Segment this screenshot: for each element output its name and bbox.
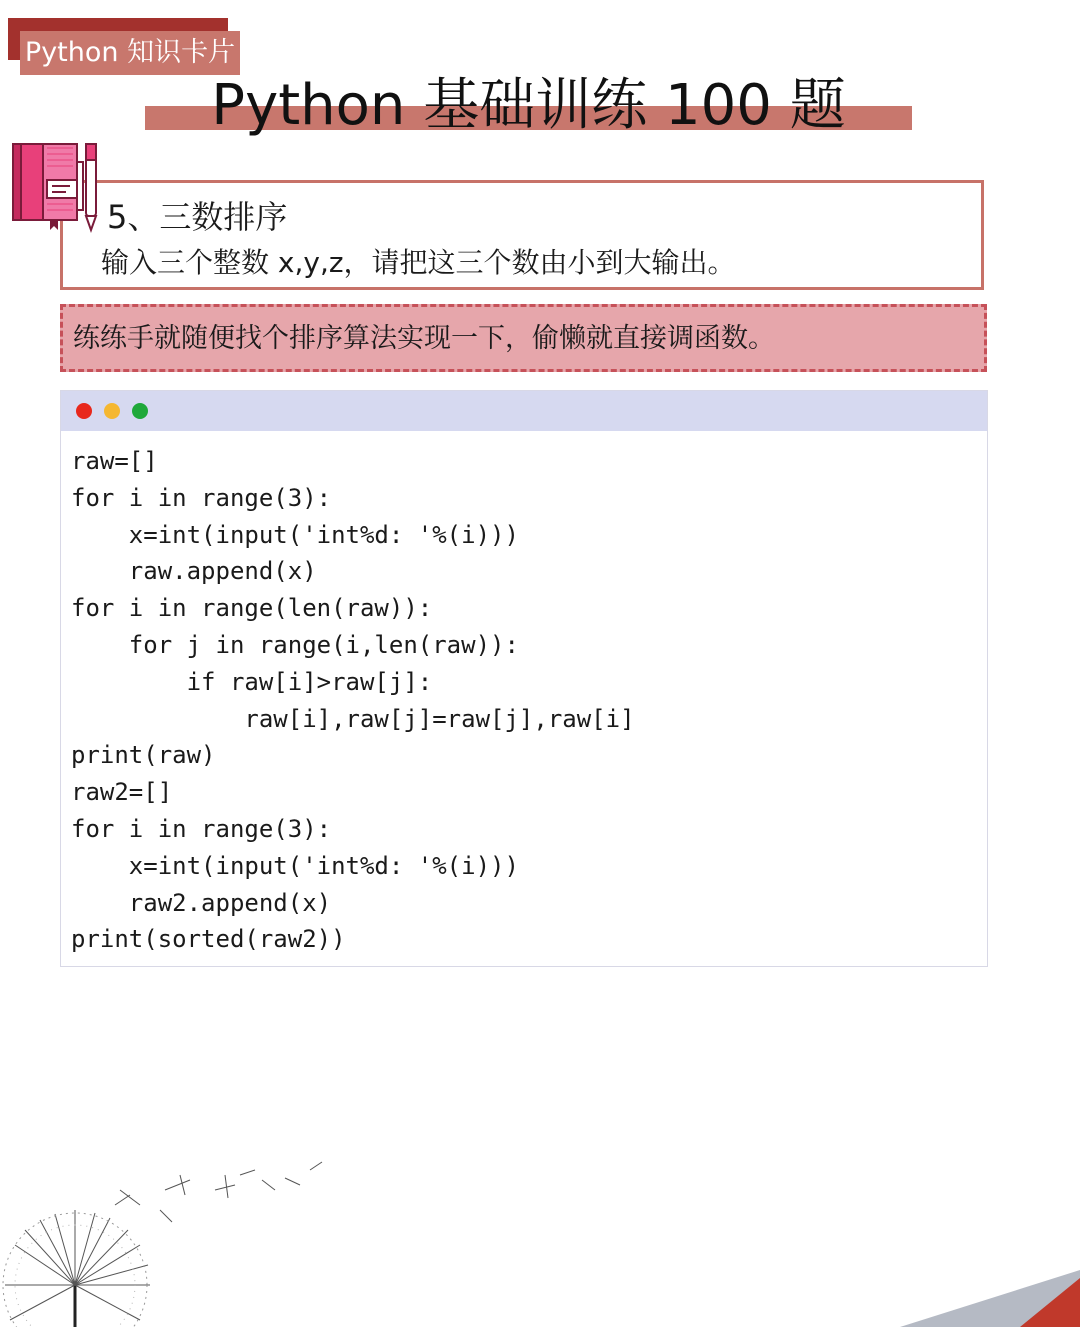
- code-line: raw.append(x): [71, 557, 317, 586]
- maximize-dot-icon: [132, 403, 148, 419]
- code-line: for i in range(len(raw)):: [71, 594, 433, 623]
- code-block: [71, 443, 635, 958]
- code-line: raw[i],raw[j]=raw[j],raw[i]: [71, 704, 635, 733]
- code-line: print(sorted(raw2)): [71, 925, 346, 954]
- minimize-dot-icon: [104, 403, 120, 419]
- hint-card: [60, 304, 987, 372]
- code-line: for i in range(3):: [71, 483, 332, 512]
- code-line: x=int(input('int%d: '%(i))): [71, 851, 519, 880]
- code-window-titlebar: [61, 391, 987, 431]
- knowledge-card-tag: Python 知识卡片: [20, 31, 240, 75]
- code-line: raw2.append(x): [71, 888, 332, 917]
- hint-text: 练练手就随便找个排序算法实现一下，偷懒就直接调函数。: [73, 323, 775, 354]
- page-title: Python 基础训练 100 题: [211, 73, 846, 138]
- question-title: 5、三数排序: [107, 198, 288, 236]
- code-line: if raw[i]>raw[j]:: [71, 667, 433, 696]
- code-line: for j in range(i,len(raw)):: [71, 630, 519, 659]
- close-dot-icon: [76, 403, 92, 419]
- code-window: [60, 390, 988, 967]
- code-line: x=int(input('int%d: '%(i))): [71, 520, 519, 549]
- code-line: print(raw): [71, 741, 216, 770]
- code-line: raw=[]: [71, 447, 158, 475]
- question-description: 输入三个整数 x,y,z，请把这三个数由小到大输出。: [101, 246, 736, 279]
- question-card: [60, 180, 984, 290]
- code-line: raw2=[]: [71, 778, 173, 807]
- code-line: for i in range(3):: [71, 814, 332, 843]
- notebook-icon: [10, 140, 105, 240]
- corner-decoration: [900, 1270, 1080, 1327]
- dandelion-decoration-icon: [0, 1150, 340, 1327]
